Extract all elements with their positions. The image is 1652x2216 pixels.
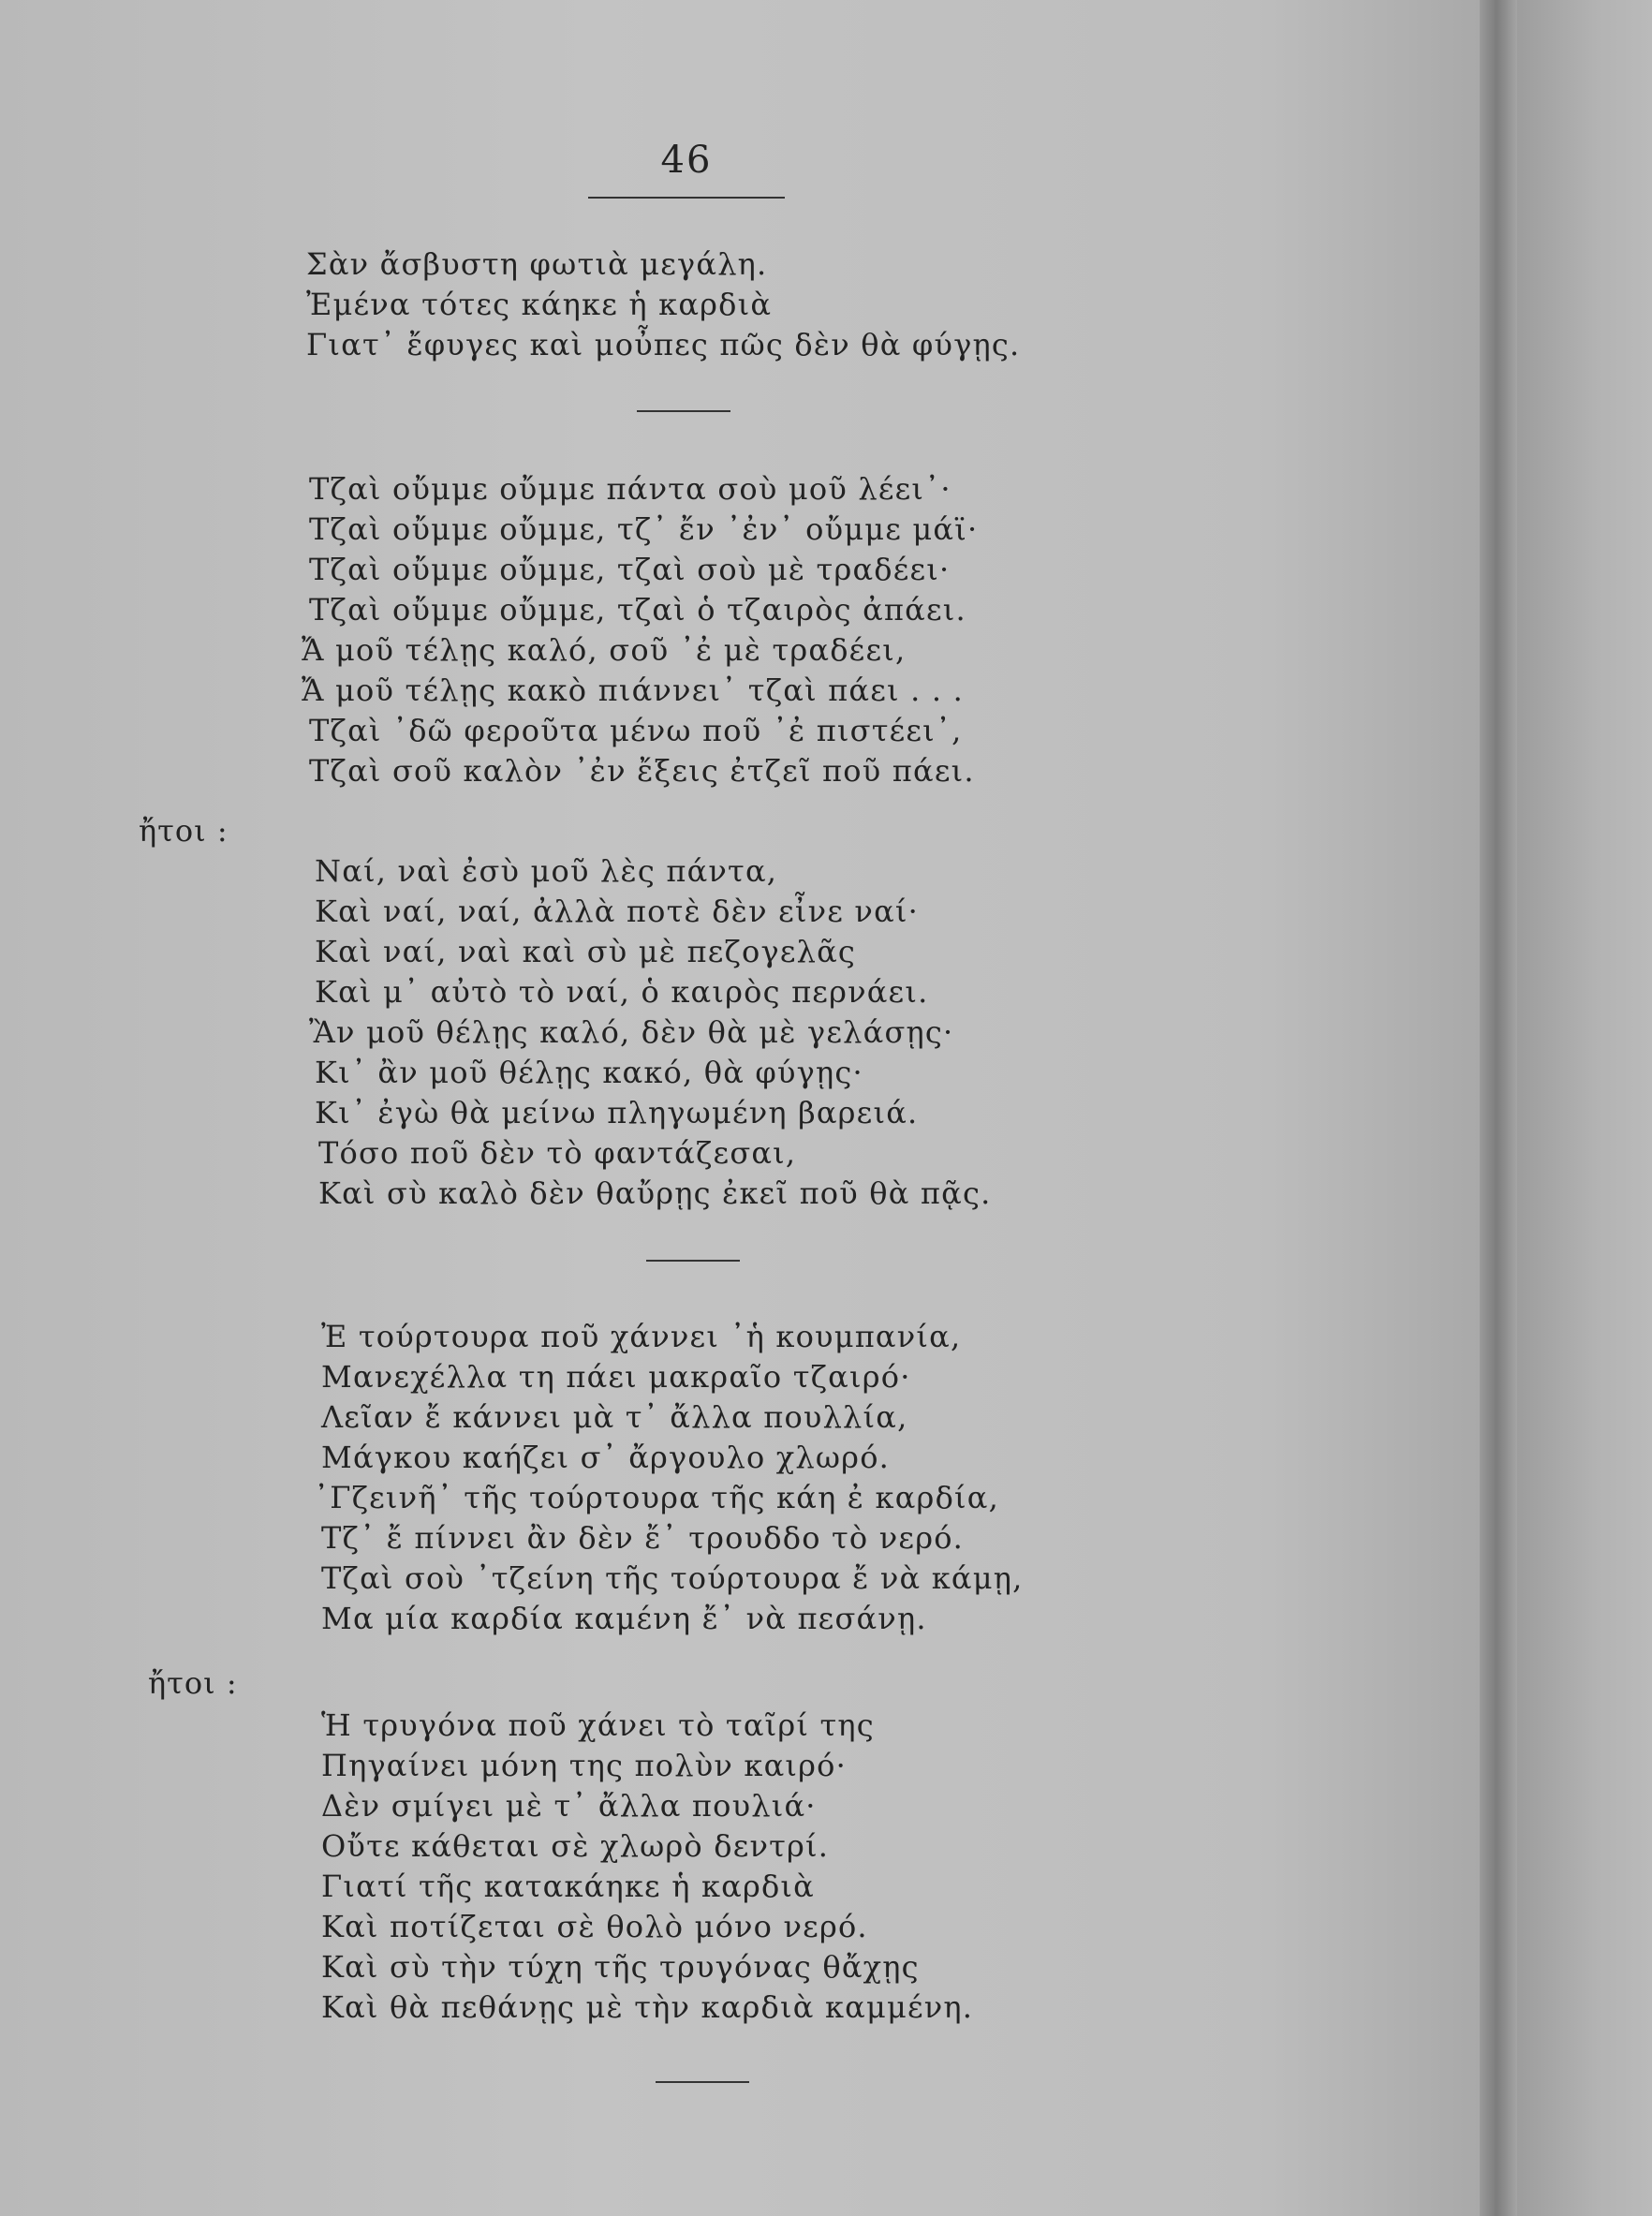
poem-line: Λεῖαν ἔ κάννει μὰ τ᾿ ἄλλα πουλλία, — [321, 1399, 908, 1435]
poem-line: Ἄ μοῦ τέλῃς καλό, σοῦ ᾿ἐ μὲ τραδέει, — [302, 632, 907, 668]
poem-line: Ἐ τούρτουρα ποῦ χάννει ᾿ἡ κουμπανία, — [321, 1319, 962, 1354]
side-label: ἤτοι : — [148, 1665, 238, 1701]
poem-line: Κι᾿ ἂν μοῦ θέλῃς κακό, θὰ φύγῃς· — [315, 1055, 863, 1090]
poem-line: Τζαὶ σοῦ καλὸν ᾿ἐν ἔξεις ἐτζεῖ ποῦ πάει. — [309, 753, 975, 789]
page-number-rule — [588, 197, 785, 199]
poem-line: ᾿Γζεινῆ᾿ τῆς τούρτουρα τῆς κάη ἐ καρδία, — [314, 1480, 999, 1515]
poem-line: Ναί, ναὶ ἐσὺ μοῦ λὲς πάντα, — [315, 853, 778, 889]
poem-line: Ἄ μοῦ τέλῃς κακὸ πιάννει᾿ τζαὶ πάει . . . — [302, 672, 964, 708]
poem-line: Τζαὶ οὔμμε οὔμμε πάντα σοὺ μοῦ λέει᾿· — [309, 471, 951, 507]
side-label: ἤτοι : — [139, 813, 229, 849]
poem-line: Καὶ ποτίζεται σὲ θολὸ μόνο νερό. — [321, 1909, 868, 1944]
poem-line: Σὰν ἄσβυστη φωτιὰ μεγάλη. — [306, 246, 768, 282]
poem-line: Γιατ᾿ ἔφυγες καὶ μοὖπες πῶς δὲν θὰ φύγῃς. — [306, 327, 1021, 362]
poem-line: Καὶ θὰ πεθάνῃς μὲ τὴν καρδιὰ καμμένη. — [321, 1989, 974, 2025]
poem-line: Πηγαίνει μόνη της πολὺν καιρό· — [321, 1748, 847, 1783]
poem-line: Καὶ ναί, ναί, ἀλλὰ ποτὲ δὲν εἶνε ναί· — [315, 894, 920, 929]
book-gutter — [1480, 0, 1517, 2216]
section-divider — [656, 2081, 749, 2083]
poem-line: Ἐμένα τότες κάηκε ἡ καρδιὰ — [306, 287, 773, 322]
poem-line: Καὶ μ᾿ αὐτὸ τὸ ναί, ὁ καιρὸς περνάει. — [315, 974, 929, 1010]
poem-line: Τζαὶ οὔμμε οὔμμε, τζαὶ ὁ τζαιρὸς ἀπάει. — [309, 592, 966, 628]
poem-line: Μάγκου καήζει σ᾿ ἄργουλο χλωρό. — [321, 1440, 891, 1475]
poem-line: Καὶ σὺ τὴν τύχη τῆς τρυγόνας θἄχῃς — [321, 1949, 920, 1985]
poem-line: Καὶ σὺ καλὸ δὲν θαὔρῃς ἐκεῖ ποῦ θὰ πᾷς. — [318, 1175, 992, 1211]
poem-line: Τζαὶ ᾿δῶ φεροῦτα μένω ποῦ ᾿ἐ πιστέει᾿, — [309, 713, 963, 748]
poem-line: Τζ᾿ ἔ πίννει ἂν δὲν ἔ᾿ τρουδδο τὸ νερό. — [321, 1520, 965, 1556]
poem-line: Τζαὶ σοὺ ᾿τζείνη τῆς τούρτουρα ἔ νὰ κάμῃ, — [321, 1560, 1024, 1596]
poem-line: Τζαὶ οὔμμε οὔμμε, τζαὶ σοὺ μὲ τραδέει· — [309, 552, 951, 587]
section-divider — [646, 1260, 740, 1262]
poem-line: Μανεχέλλα τη πάει μακραῖο τζαιρό· — [321, 1359, 911, 1395]
poem-line: Τόσο ποῦ δὲν τὸ φαντάζεσαι, — [318, 1135, 797, 1171]
poem-line: Ἡ τρυγόνα ποῦ χάνει τὸ ταῖρί της — [321, 1707, 875, 1743]
section-divider — [637, 410, 730, 412]
poem-line: Δὲν σμίγει μὲ τ᾿ ἄλλα πουλιά· — [321, 1788, 817, 1824]
page-number: 46 — [660, 139, 713, 182]
poem-line: Καὶ ναί, ναὶ καὶ σὺ μὲ πεζογελᾶς — [315, 934, 857, 969]
poem-line: Οὔτε κάθεται σὲ χλωρὸ δεντρί. — [321, 1828, 830, 1864]
poem-line: Κι᾿ ἐγὼ θὰ μείνω πληγωμένη βαρειά. — [315, 1095, 919, 1130]
poem-line: Ἂν μοῦ θέλῃς καλό, δὲν θὰ μὲ γελάσῃς· — [309, 1014, 954, 1050]
facing-page-edge — [1517, 0, 1652, 2216]
poem-line: Τζαὶ οὔμμε οὔμμε, τζ᾿ ἔν ᾿ἐν᾿ οὔμμε μάϊ· — [309, 511, 979, 547]
poem-line: Μα μία καρδία καμένη ἔ᾿ νὰ πεσάνῃ. — [321, 1601, 927, 1636]
poem-line: Γιατί τῆς κατακάηκε ἡ καρδιὰ — [321, 1869, 815, 1904]
